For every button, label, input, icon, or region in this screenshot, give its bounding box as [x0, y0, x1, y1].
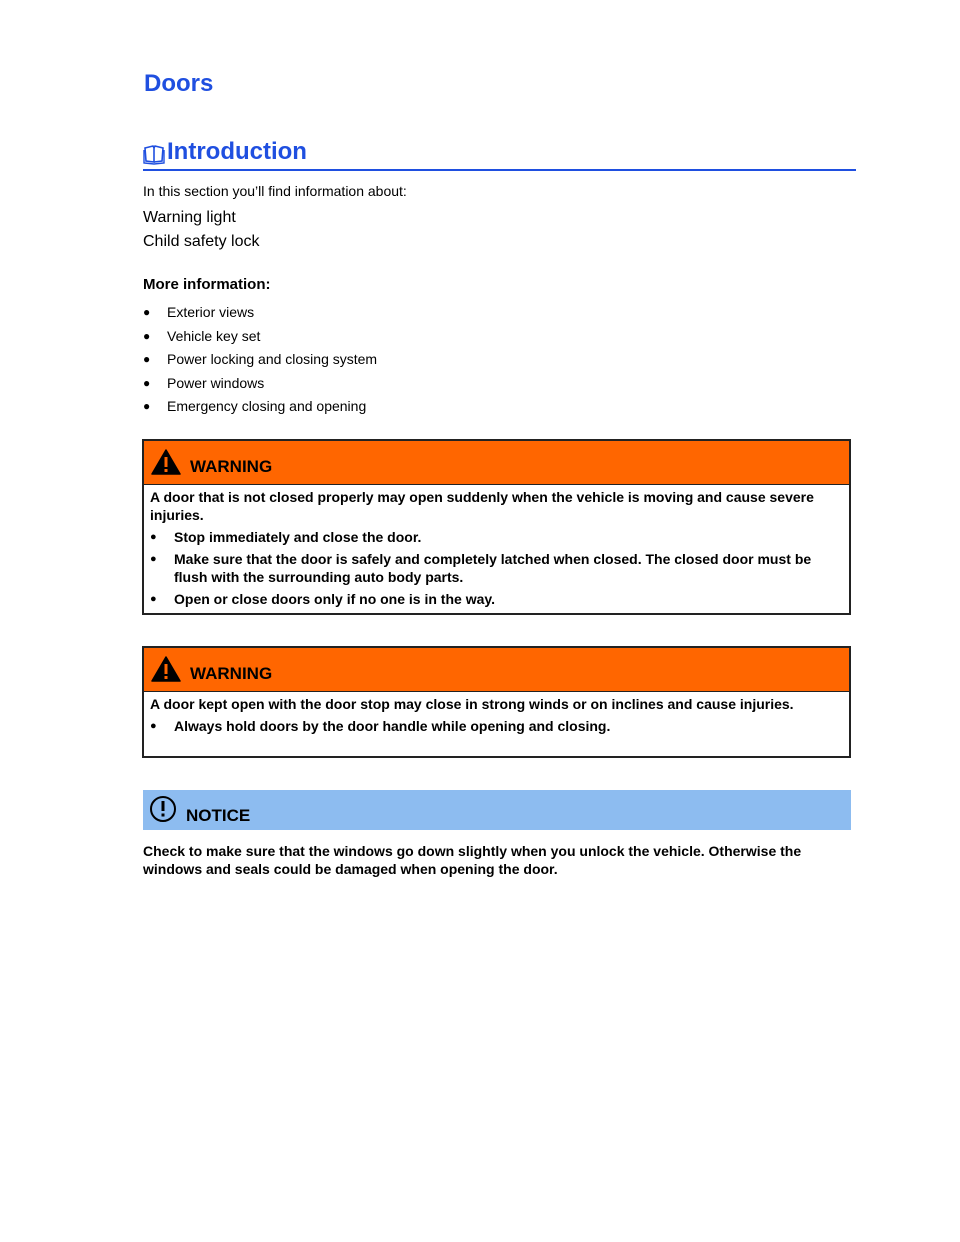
bullet-icon: ● — [143, 375, 151, 390]
notice-header — [143, 790, 851, 830]
warning-text: A door kept open with the door stop may close in strong winds or on inclines and cause injuries. — [150, 696, 794, 712]
list-item[interactable]: ● Power windows — [143, 373, 377, 397]
notice-label: NOTICE — [186, 806, 251, 825]
section-title: Introduction — [167, 138, 307, 165]
bullet-icon: ● — [150, 553, 157, 565]
bullet-icon: ● — [150, 531, 157, 543]
warning-item: ● Stop immediately and close the door. — [150, 529, 422, 545]
intro-text: In this section you’ll find information about: — [143, 183, 407, 199]
warning-label: WARNING — [190, 457, 273, 476]
section-header — [143, 136, 856, 171]
warning-item: ● Open or close doors only if no one is in the way. — [150, 591, 496, 607]
bullet-icon: ● — [143, 305, 151, 319]
list-item[interactable]: ● Emergency closing and opening — [143, 396, 377, 420]
warning-triangle-icon — [151, 656, 181, 682]
bullet-icon: ● — [150, 593, 157, 605]
warning-text: A door that is not closed properly may open suddenly when the vehicle is moving and cause severe injuries. — [150, 489, 814, 523]
notice-text: Check to make sure that the windows go down slightly when you unlock the vehicle. Otherwise the windows and seals could be damaged when opening the door. — [143, 843, 802, 877]
exclamation-circle-icon — [149, 795, 177, 823]
warning-item: ● Make sure that the door is safely and completely latched when closed. The closed door must be flush with the surrounding auto body parts. — [150, 551, 812, 585]
warning-triangle-icon — [151, 449, 181, 475]
more-info-heading: More information: — [143, 276, 271, 293]
bullet-icon: ● — [143, 399, 151, 413]
more-info-list — [143, 302, 377, 420]
list-item[interactable]: ● Power locking and closing system — [143, 349, 377, 373]
list-item[interactable]: ● Vehicle key set — [143, 326, 377, 350]
warning-item: ● Always hold doors by the door handle while opening and closing. — [150, 718, 611, 734]
topic-link-warning-light[interactable]: Warning light — [143, 209, 236, 226]
bullet-icon: ● — [150, 720, 157, 732]
warning-label: WARNING — [190, 664, 273, 683]
warning-box-1 — [142, 439, 851, 615]
topic-link-child-safety-lock[interactable]: Child safety lock — [143, 233, 260, 250]
bullet-icon: ● — [143, 352, 151, 366]
warning-box-2 — [142, 646, 851, 758]
warning-header — [144, 441, 849, 485]
warning-header — [144, 648, 849, 692]
bullet-icon: ● — [143, 328, 151, 343]
book-icon — [143, 143, 165, 165]
list-item[interactable]: ● Exterior views — [143, 302, 377, 326]
page-title: Doors — [144, 70, 214, 97]
